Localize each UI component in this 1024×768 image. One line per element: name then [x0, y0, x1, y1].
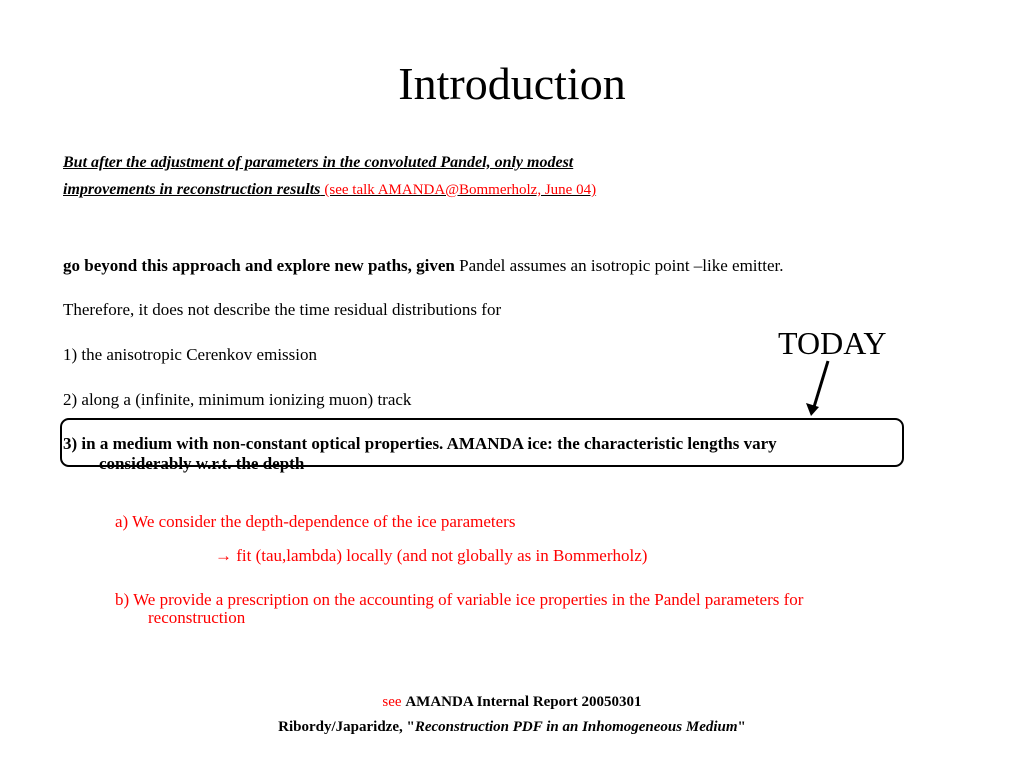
today-arrow-shaft — [814, 361, 828, 407]
slide-title: Introduction — [398, 58, 626, 109]
list-item-2: 2) along a (infinite, minimum ionizing muon) track — [63, 390, 412, 409]
list-item-3 — [63, 434, 908, 474]
sub-point-a: a) We consider the depth-dependence of the ice parameters — [115, 512, 516, 531]
footer-authors: Ribordy/Japaridze, " — [278, 719, 415, 735]
sub-point-fit-text: fit (tau,lambda) locally (and not globally as in Bommerholz) — [236, 546, 648, 565]
sub-point-fit — [215, 545, 647, 567]
sub-point-b-line1: b) We provide a prescription on the accounting of variable ice properties in the Pandel parameters for — [115, 590, 804, 609]
beyond-bold-text: go beyond this approach and explore new paths, given — [63, 256, 455, 275]
beyond-rest-text: Pandel assumes an isotropic point –like emitter. — [459, 256, 784, 275]
list-item-3-line1: 3) in a medium with non-constant optical properties. AMANDA ice: the characteristic lengths vary — [63, 434, 777, 453]
today-arrow-icon — [795, 355, 845, 425]
sub-point-b-line2: reconstruction — [148, 608, 246, 627]
intro-talk-reference: (see talk AMANDA@Bommerholz, June 04) — [324, 182, 597, 198]
list-item-1: 1) the anisotropic Cerenkov emission — [63, 345, 318, 364]
intro-line-1: But after the adjustment of parameters in the convoluted Pandel, only modest — [63, 154, 574, 171]
intro-line-2 — [63, 180, 596, 200]
footer-paper-title: Reconstruction PDF in an Inhomogeneous Medium — [414, 719, 738, 735]
therefore-paragraph: Therefore, it does not describe the time residual distributions for — [63, 300, 502, 319]
footer-report: AMANDA Internal Report 20050301 — [405, 694, 642, 710]
beyond-paragraph — [63, 255, 784, 277]
footer-close-quote: " — [737, 719, 746, 735]
list-item-3-line2: considerably w.r.t. the depth — [99, 454, 305, 473]
sub-point-b — [115, 591, 955, 627]
footer-see: see — [382, 694, 402, 710]
intro-line-2-text: improvements in reconstruction results — [63, 181, 321, 198]
footer-report-line — [0, 692, 1024, 712]
footer-authors-line — [0, 717, 1024, 737]
today-arrow-head — [806, 403, 819, 416]
right-arrow-icon: → — [215, 546, 232, 565]
today-label: TODAY — [778, 325, 887, 361]
